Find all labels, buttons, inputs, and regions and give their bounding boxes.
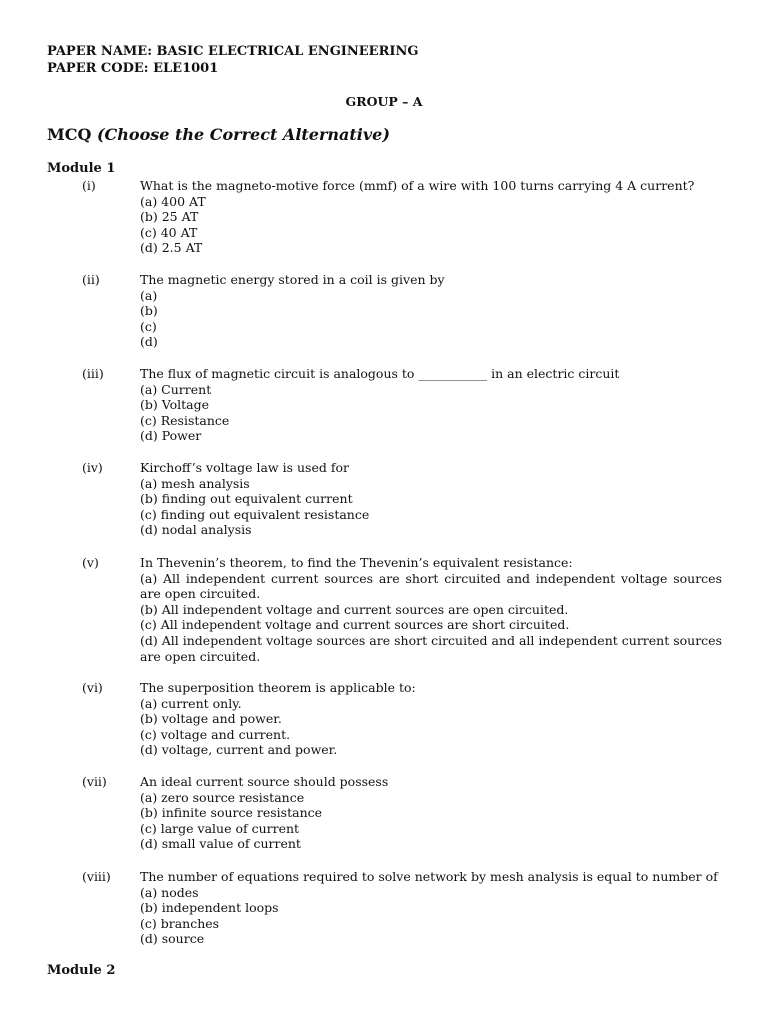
option: (c) 40 AT (140, 224, 198, 240)
option: (a) Current (140, 381, 212, 397)
group-heading: GROUP – A (345, 94, 423, 109)
option: (c) finding out equivalent resistance (140, 506, 370, 522)
paper-code: PAPER CODE: ELE1001 (47, 61, 219, 76)
option: (c) All independent voltage and current sources are short circuited. (140, 617, 570, 633)
option: (c) voltage and current. (140, 726, 291, 742)
question-text: The flux of magnetic circuit is analogous to ___________ in an electric circuit (140, 366, 620, 381)
option: (a) current only. (140, 695, 242, 711)
question-8 (140, 869, 722, 947)
option: (c) Resistance (140, 412, 230, 428)
option: (a) (140, 287, 158, 303)
question-number: (iii) (82, 366, 104, 381)
option: (d) All independent voltage sources are short circuited and all independent current sources are open circuited. (140, 632, 722, 664)
question-4 (140, 460, 722, 538)
option: (b) All independent voltage and current sources are open circuited. (140, 601, 569, 617)
option: (b) voltage and power. (140, 711, 282, 727)
option: (c) (140, 318, 157, 334)
option: (d) nodal analysis (140, 522, 252, 538)
option: (b) Voltage (140, 397, 210, 413)
question-number: (i) (82, 178, 96, 193)
question-text: The superposition theorem is applicable to: (140, 680, 416, 695)
question-text: Kirchoff’s voltage law is used for (140, 460, 349, 475)
option: (a) mesh analysis (140, 475, 250, 491)
question-1 (140, 178, 722, 256)
question-number: (iv) (82, 460, 103, 475)
question-number: (ii) (82, 272, 100, 287)
option: (c) branches (140, 915, 220, 931)
question-number: (viii) (82, 869, 111, 884)
question-text: The number of equations required to solve network by mesh analysis is equal to number of (140, 869, 718, 884)
question-3 (140, 366, 722, 444)
option: (d) voltage, current and power. (140, 742, 338, 758)
option: (d) small value of current (140, 836, 301, 852)
option: (a) 400 AT (140, 193, 206, 209)
option: (b) infinite source resistance (140, 805, 323, 821)
question-text: The magnetic energy stored in a coil is given by (140, 272, 445, 287)
question-number: (vi) (82, 680, 103, 695)
paper-name: PAPER NAME: BASIC ELECTRICAL ENGINEERING (47, 44, 419, 59)
option: (a) zero source resistance (140, 789, 305, 805)
option: (a) nodes (140, 884, 199, 900)
option: (b) independent loops (140, 900, 279, 916)
module-1-heading: Module 1 (47, 161, 116, 176)
mcq-heading (47, 125, 390, 144)
option: (d) 2.5 AT (140, 240, 203, 256)
option: (b) 25 AT (140, 209, 199, 225)
question-text: An ideal current source should possess (140, 774, 389, 789)
question-6 (140, 680, 722, 758)
question-number: (vii) (82, 774, 107, 789)
option: (a) All independent current sources are short circuited and independent voltage sources are open circuited. (140, 570, 722, 602)
question-text: In Thevenin’s theorem, to find the Thevenin’s equivalent resistance: (140, 555, 573, 570)
option: (b) (140, 303, 158, 319)
option: (b) finding out equivalent current (140, 491, 353, 507)
mcq-prefix: MCQ (47, 125, 97, 144)
option: (d) (140, 334, 158, 350)
mcq-instruction: (Choose the Correct Alternative) (96, 125, 390, 144)
module-2-heading: Module 2 (47, 963, 116, 978)
question-2 (140, 272, 722, 350)
question-number: (v) (82, 555, 99, 570)
option: (d) source (140, 931, 205, 947)
option: (c) large value of current (140, 820, 300, 836)
question-7 (140, 774, 722, 852)
question-5 (140, 555, 722, 664)
question-text: What is the magneto-motive force (mmf) of a wire with 100 turns carrying 4 A current? (140, 178, 695, 193)
option: (d) Power (140, 428, 202, 444)
